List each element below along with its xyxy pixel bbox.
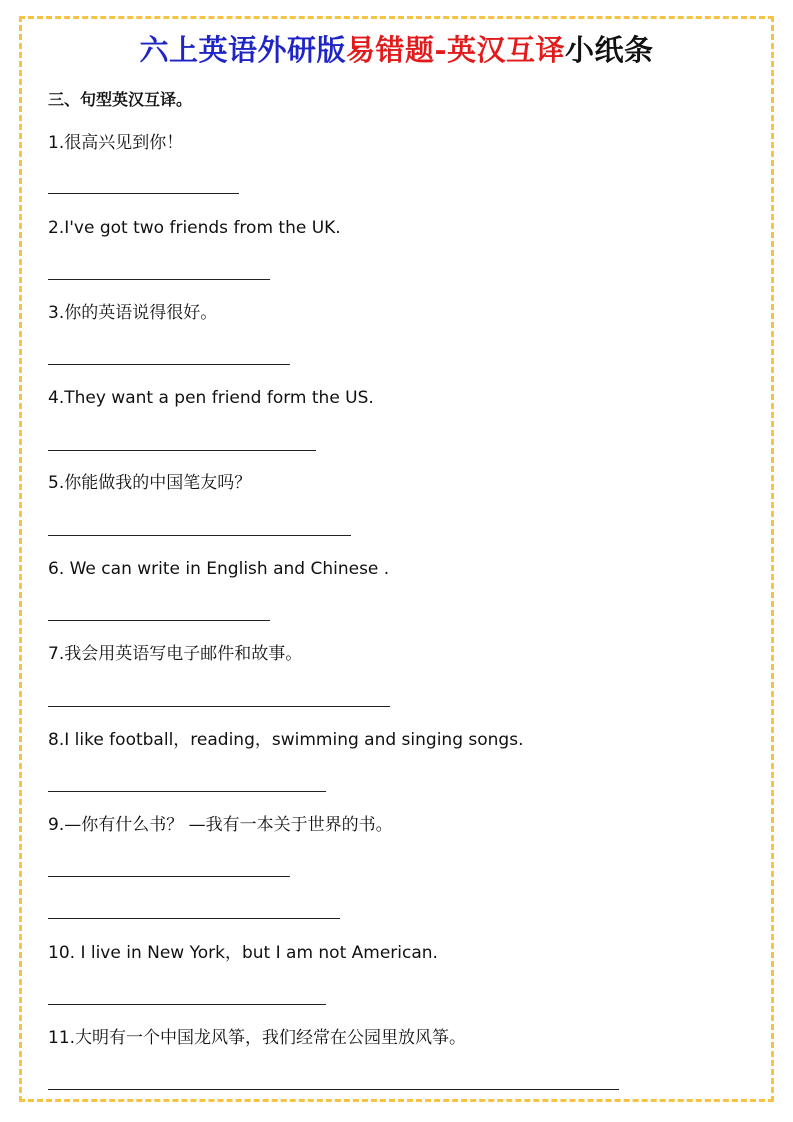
title-grade-edition: 六上英语外研版 <box>139 33 346 67</box>
answer-line-3[interactable] <box>48 364 290 365</box>
answer-line-6[interactable] <box>48 620 270 621</box>
title-topic: 易错题-英汉互译 <box>345 33 566 67</box>
answer-line-9a[interactable] <box>48 876 290 877</box>
question-7: 7.我会用英语写电子邮件和故事。 <box>48 644 303 664</box>
question-8: 8.I like football，reading，swimming and singing songs. <box>48 730 524 750</box>
answer-line-11[interactable] <box>48 1089 619 1090</box>
answer-line-10[interactable] <box>48 1004 326 1005</box>
answer-line-4[interactable] <box>48 450 316 451</box>
question-1: 1.很高兴见到你！ <box>48 133 184 153</box>
question-9: 9.—你有什么书？ —我有一本关于世界的书。 <box>48 815 393 835</box>
question-4: 4.They want a pen friend form the US. <box>48 388 374 408</box>
question-10: 10. I live in New York，but I am not American. <box>48 943 438 963</box>
question-6: 6. We can write in English and Chinese . <box>48 559 390 579</box>
answer-line-9b[interactable] <box>48 918 340 919</box>
answer-line-8[interactable] <box>48 791 326 792</box>
page-title <box>0 30 793 70</box>
answer-line-7[interactable] <box>48 706 390 707</box>
title-suffix: 小纸条 <box>565 33 654 67</box>
question-5: 5.你能做我的中国笔友吗？ <box>48 473 252 493</box>
question-3: 3.你的英语说得很好。 <box>48 303 218 323</box>
answer-line-1[interactable] <box>48 193 239 194</box>
section-heading: 三、句型英汉互译。 <box>48 90 193 109</box>
answer-line-5[interactable] <box>48 535 351 536</box>
answer-line-2[interactable] <box>48 279 270 280</box>
question-11: 11.大明有一个中国龙风筝，我们经常在公园里放风筝。 <box>48 1028 467 1048</box>
question-2: 2.I've got two friends from the UK. <box>48 218 341 238</box>
